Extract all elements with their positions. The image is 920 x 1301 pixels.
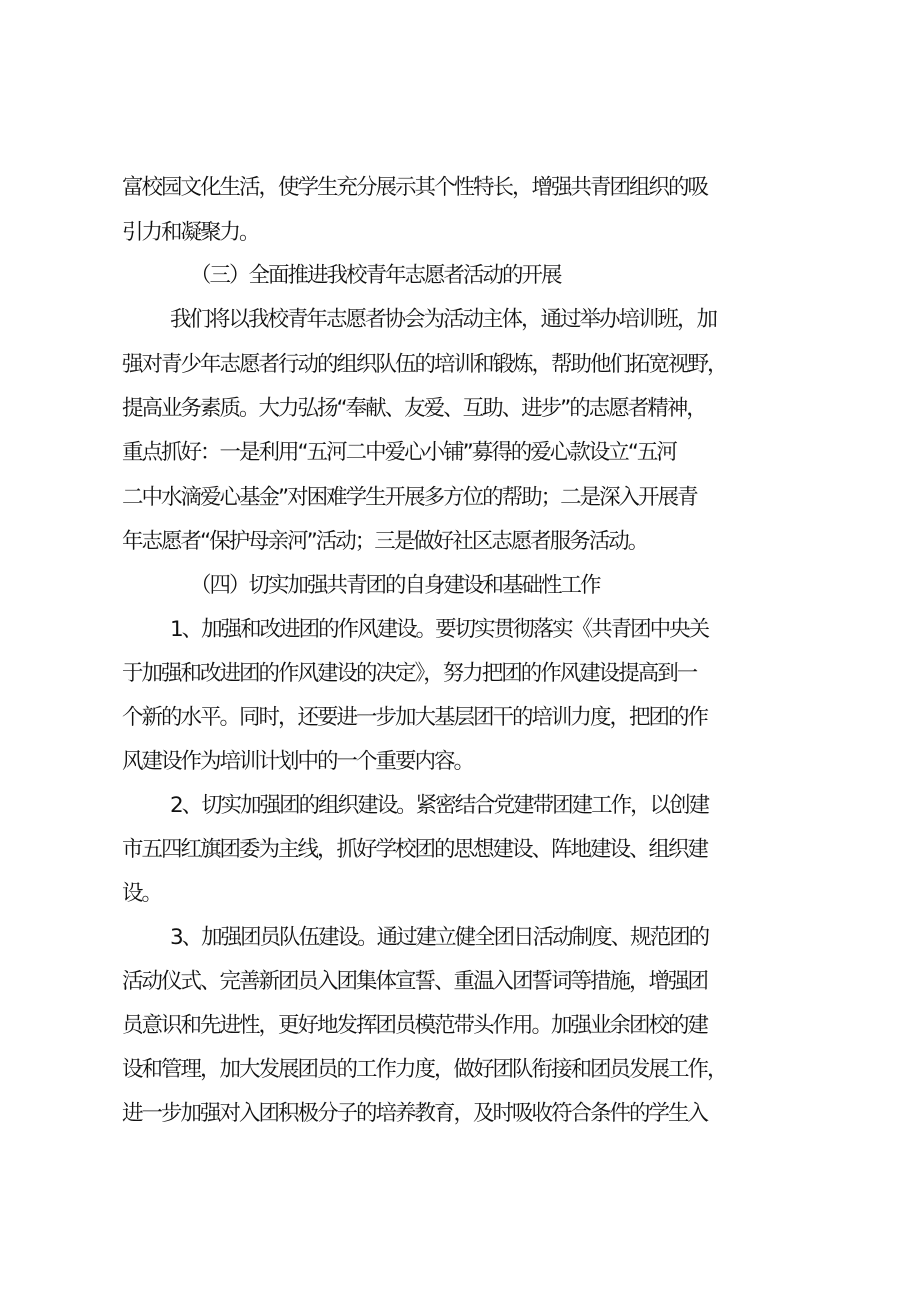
paragraph-line: 活动仪式、完善新团员入团集体宣誓、重温入团誓词等措施，增强团	[122, 969, 708, 994]
paragraph-line: 提高业务素质。大力弘扬“奉献、友爱、互助、进步”的志愿者精神，	[122, 396, 706, 421]
paragraph-line: 富校园文化生活，使学生充分展示其个性特长，增强共青团组织的吸	[122, 175, 708, 200]
paragraph-line: 2、切实加强团的组织建设。紧密结合党建带团建工作，以创建	[170, 793, 709, 818]
paragraph-line: 年志愿者“保护母亲河”活动；三是做好社区志愿者服务活动。	[122, 529, 648, 554]
section-heading: （三）全面推进我校青年志愿者活动的开展	[190, 263, 561, 288]
paragraph-line: 于加强和改进团的作风建设的决定》，努力把团的作风建设提高到一	[122, 661, 697, 686]
paragraph-line: 员意识和先进性，更好地发挥团员模范带头作用。加强业余团校的建	[122, 1013, 708, 1038]
paragraph-line: 市五四红旗团委为主线，抓好学校团的思想建设、阵地建设、组织建	[122, 837, 708, 862]
paragraph-line: 个新的水平。同时，还要进一步加大基层团干的培训力度，把团的作	[122, 705, 708, 730]
section-heading: （四）切实加强共青团的自身建设和基础性工作	[190, 573, 600, 598]
paragraph-line: 设和管理，加大发展团员的工作力度，做好团队衔接和团员发展工作，	[122, 1057, 727, 1082]
paragraph-line: 进一步加强对入团积极分子的培养教育，及时吸收符合条件的学生入	[122, 1101, 708, 1126]
paragraph-line: 二中水滴爱心基金”对困难学生开展多方位的帮助；二是深入开展青	[122, 485, 697, 510]
paragraph-line: 强对青少年志愿者行动的组织队伍的培训和锻炼，帮助他们拓宽视野，	[122, 352, 727, 377]
paragraph-line: 引力和凝聚力。	[122, 220, 259, 245]
paragraph-line: 我们将以我校青年志愿者协会为活动主体，通过举办培训班，加	[170, 307, 717, 332]
paragraph-line: 1、加强和改进团的作风建设。要切实贯彻落实《共青团中央关	[170, 617, 709, 642]
paragraph-line: 风建设作为培训计划中的一个重要内容。	[122, 749, 474, 774]
paragraph-line: 重点抓好：一是利用“五河二中爱心小铺”募得的爱心款设立“五河	[122, 440, 676, 465]
paragraph-line: 设。	[122, 881, 162, 906]
paragraph-line: 3、加强团员队伍建设。通过建立健全团日活动制度、规范团的	[170, 925, 709, 950]
